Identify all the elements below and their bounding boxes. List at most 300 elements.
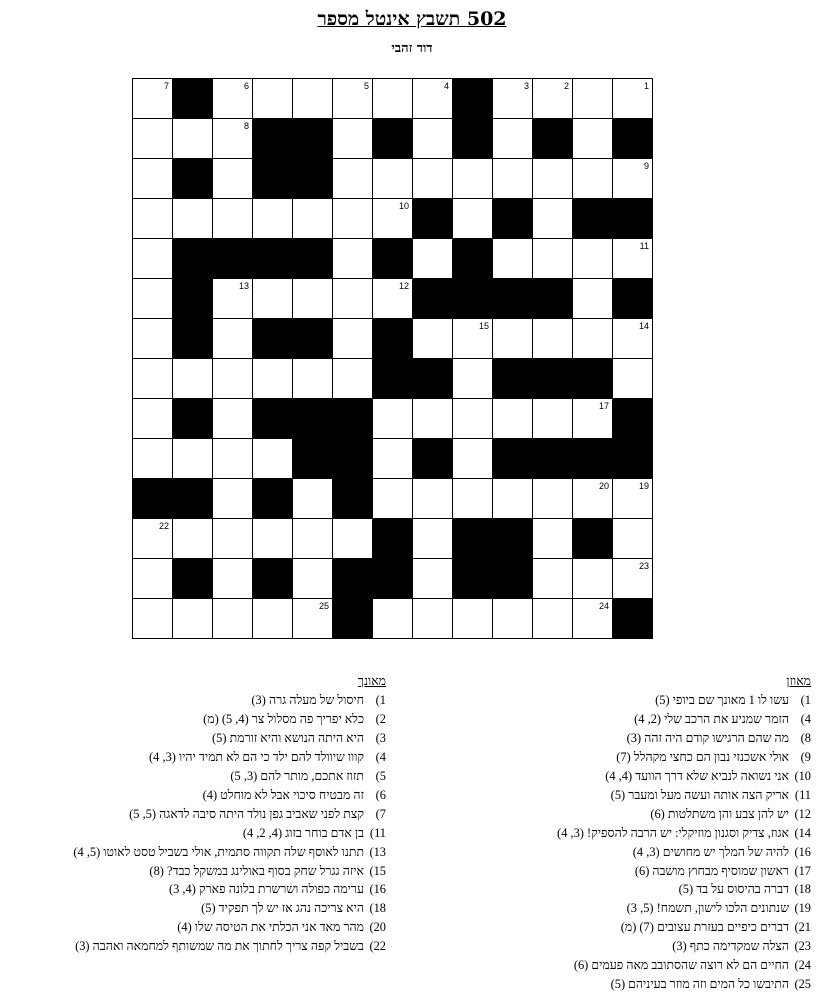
grid-cell[interactable] xyxy=(293,199,333,239)
grid-cell[interactable] xyxy=(293,599,333,639)
clue-item-text: היא היתה הנושא והיא זורמת (5) xyxy=(212,730,364,745)
black-cell xyxy=(333,559,373,599)
grid-cell[interactable] xyxy=(613,319,653,359)
grid-cell[interactable] xyxy=(173,519,213,559)
clue-item-text: להיה של המלך יש מחושים (3, 4) xyxy=(632,844,789,859)
grid-cell[interactable] xyxy=(613,559,653,599)
grid-cell[interactable] xyxy=(413,239,453,279)
grid-cell[interactable] xyxy=(293,479,333,519)
grid-row xyxy=(133,599,653,639)
clue-item-number: 10) xyxy=(794,768,811,783)
black-cell xyxy=(533,359,573,399)
black-cell xyxy=(373,319,413,359)
black-cell xyxy=(373,359,413,399)
grid-cell[interactable] xyxy=(213,519,253,559)
grid-cell[interactable] xyxy=(333,279,373,319)
grid-cell[interactable] xyxy=(213,199,253,239)
black-cell xyxy=(453,559,493,599)
clue-item-number: 5) xyxy=(375,768,386,783)
grid-cell[interactable] xyxy=(133,119,173,159)
grid-row xyxy=(133,319,653,359)
grid-cell[interactable] xyxy=(533,239,573,279)
grid-cell[interactable] xyxy=(333,319,373,359)
grid-cell[interactable] xyxy=(613,79,653,119)
clue-number: 10 xyxy=(398,201,409,211)
clue-item xyxy=(6,710,386,729)
black-cell xyxy=(333,439,373,479)
grid-cell[interactable] xyxy=(453,359,493,399)
clue-item xyxy=(471,710,811,729)
grid-cell[interactable] xyxy=(533,159,573,199)
black-cell xyxy=(253,399,293,439)
grid-cell[interactable] xyxy=(213,159,253,199)
clue-item-text: ערימה כפולה ושרשרת בלונה פארק (4, 3) xyxy=(168,882,364,897)
clue-number: 22 xyxy=(158,521,169,531)
grid-cell[interactable] xyxy=(253,279,293,319)
grid-cell[interactable] xyxy=(373,79,413,119)
clue-number: 14 xyxy=(638,321,649,331)
clue-item-text: כלא יפריך פה מסלול צר (4, 5) (מ) xyxy=(203,711,364,726)
grid-cell[interactable] xyxy=(333,359,373,399)
clue-number: 6 xyxy=(243,81,249,91)
clue-item-text: הצלה שמקדימה כתף (3) xyxy=(672,939,789,954)
grid-cell[interactable] xyxy=(373,599,413,639)
grid-cell[interactable] xyxy=(493,119,533,159)
clue-item-number: 21) xyxy=(794,920,811,935)
black-cell xyxy=(613,279,653,319)
grid-cell[interactable] xyxy=(293,559,333,599)
clue-number: 19 xyxy=(638,481,649,491)
black-cell xyxy=(413,359,453,399)
black-cell xyxy=(493,519,533,559)
grid-cell[interactable] xyxy=(173,439,213,479)
black-cell xyxy=(253,239,293,279)
grid-cell[interactable] xyxy=(573,159,613,199)
clue-number: 4 xyxy=(443,81,449,91)
clue-number: 11 xyxy=(639,241,649,251)
black-cell xyxy=(293,159,333,199)
clue-item-number: 15) xyxy=(369,863,386,878)
grid-cell[interactable] xyxy=(213,79,253,119)
grid-cell[interactable] xyxy=(413,519,453,559)
grid-cell[interactable] xyxy=(573,279,613,319)
clue-number: 24 xyxy=(598,601,609,611)
clue-item-text: אריק הצה אותה ועשה מעל ומעבר (5) xyxy=(610,787,789,802)
black-cell xyxy=(293,119,333,159)
clue-item-number: 12) xyxy=(794,806,811,821)
grid-cell[interactable] xyxy=(493,599,533,639)
grid-cell[interactable] xyxy=(213,119,253,159)
grid-cell[interactable] xyxy=(333,159,373,199)
grid-cell[interactable] xyxy=(213,399,253,439)
clue-item xyxy=(6,862,386,881)
clue-item-text: החיים הם לא רוצה שהסתובב מאה פעמים (6) xyxy=(573,958,789,973)
clue-item-number: 1) xyxy=(800,692,811,707)
black-cell xyxy=(533,119,573,159)
clue-item-number: 24) xyxy=(794,958,811,973)
clue-item-number: 20) xyxy=(369,920,386,935)
grid-cell[interactable] xyxy=(213,479,253,519)
clue-item-text: דברים כיפיים בעזרת עצובים (7) (מ) xyxy=(620,920,789,935)
grid-cell[interactable] xyxy=(173,599,213,639)
grid-cell[interactable] xyxy=(173,359,213,399)
clue-item-number: 22) xyxy=(369,939,386,954)
grid-row xyxy=(133,79,653,119)
grid-cell[interactable] xyxy=(453,199,493,239)
grid-cell[interactable] xyxy=(493,159,533,199)
grid-cell[interactable] xyxy=(213,559,253,599)
grid-cell[interactable] xyxy=(133,199,173,239)
clue-item xyxy=(471,748,811,767)
grid-row xyxy=(133,359,653,399)
grid-cell[interactable] xyxy=(413,159,453,199)
grid-cell[interactable] xyxy=(413,119,453,159)
black-cell xyxy=(533,279,573,319)
black-cell xyxy=(453,119,493,159)
down-clues xyxy=(6,672,386,956)
black-cell xyxy=(173,559,213,599)
black-cell xyxy=(453,239,493,279)
grid-cell[interactable] xyxy=(133,519,173,559)
grid-cell[interactable] xyxy=(293,359,333,399)
black-cell xyxy=(573,519,613,559)
grid-cell[interactable] xyxy=(333,119,373,159)
black-cell xyxy=(293,239,333,279)
clue-number: 18 xyxy=(318,441,329,451)
clue-number: 7 xyxy=(163,81,169,91)
grid-cell[interactable] xyxy=(133,439,173,479)
clue-item xyxy=(6,843,386,862)
clue-item-text: אני נשואה לנביא שלא דרך הוועד (4, 4) xyxy=(605,768,789,783)
grid-cell[interactable] xyxy=(453,319,493,359)
grid-cell[interactable] xyxy=(253,439,293,479)
black-cell xyxy=(173,239,213,279)
grid-row xyxy=(133,199,653,239)
clue-item xyxy=(6,786,386,805)
grid-cell[interactable] xyxy=(613,239,653,279)
grid-cell[interactable] xyxy=(213,439,253,479)
grid-cell[interactable] xyxy=(493,319,533,359)
clue-item xyxy=(471,956,811,975)
grid-cell[interactable] xyxy=(373,439,413,479)
grid-cell[interactable] xyxy=(533,79,573,119)
clue-item-text: אולי אשכנזי נבון הם כחצי מקהלל (7) xyxy=(616,749,789,764)
grid-cell[interactable] xyxy=(133,159,173,199)
clue-item xyxy=(471,937,811,956)
black-cell xyxy=(253,559,293,599)
grid-cell[interactable] xyxy=(293,519,333,559)
grid-cell[interactable] xyxy=(573,399,613,439)
black-cell xyxy=(173,319,213,359)
clue-number: 23 xyxy=(638,561,649,571)
grid-cell[interactable] xyxy=(373,279,413,319)
puzzle-title: 502 תשבץ אינטל מספר xyxy=(317,8,507,30)
grid-cell[interactable] xyxy=(333,199,373,239)
black-cell xyxy=(373,519,413,559)
grid-row xyxy=(133,399,653,439)
clue-number: 16 xyxy=(398,361,409,371)
clue-item-number: 4) xyxy=(375,749,386,764)
clue-number: 8 xyxy=(243,121,249,131)
black-cell xyxy=(253,159,293,199)
black-cell xyxy=(293,439,333,479)
clue-item xyxy=(6,767,386,786)
clue-item xyxy=(471,691,811,710)
clue-item-text: היא צריכה נהג אז יש לך תפקיד (5) xyxy=(201,901,364,916)
black-cell xyxy=(133,479,173,519)
black-cell xyxy=(413,279,453,319)
clue-item xyxy=(471,767,811,786)
black-cell xyxy=(453,79,493,119)
grid-cell[interactable] xyxy=(413,319,453,359)
grid-cell[interactable] xyxy=(253,359,293,399)
clue-item-text: איזה גגרל שחק בסוף באולינג במשקל כבד? (8) xyxy=(149,863,364,878)
clue-item-text: יש להן צבע והן משתלטות (6) xyxy=(650,806,789,821)
grid-cell[interactable] xyxy=(493,479,533,519)
across-clues xyxy=(471,672,811,994)
grid-cell[interactable] xyxy=(133,399,173,439)
grid-cell[interactable] xyxy=(133,79,173,119)
black-cell xyxy=(293,319,333,359)
grid-cell[interactable] xyxy=(493,399,533,439)
clue-number: 1 xyxy=(643,81,649,91)
clue-item xyxy=(471,880,811,899)
clue-item-text: בשביל קפה צריך לחתוך את מה שמשותף למחמאה ואהבה (3) xyxy=(75,939,364,954)
grid-cell[interactable] xyxy=(613,479,653,519)
clue-item-text: הזמר שמניע את הרכב שלי (2, 4) xyxy=(634,711,789,726)
grid-cell[interactable] xyxy=(533,479,573,519)
crossword-grid xyxy=(132,78,653,639)
black-cell xyxy=(253,319,293,359)
grid-cell[interactable] xyxy=(413,79,453,119)
clue-item-number: 7) xyxy=(375,806,386,821)
black-cell xyxy=(173,279,213,319)
black-cell xyxy=(413,199,453,239)
black-cell xyxy=(493,359,533,399)
grid-cell[interactable] xyxy=(213,599,253,639)
clue-number: 15 xyxy=(478,321,489,331)
clue-item-text: שנתונים הלכו לישון, תשמח! (5, 3) xyxy=(626,901,789,916)
clue-item-text: קצת לפני שאביב גפן נולד היתה סיבה לדאגה (5, 5) xyxy=(129,806,364,821)
grid-cell[interactable] xyxy=(573,239,613,279)
clue-item-number: 16) xyxy=(794,844,811,859)
grid-row xyxy=(133,439,653,479)
grid-cell[interactable] xyxy=(413,399,453,439)
black-cell xyxy=(613,599,653,639)
grid-cell[interactable] xyxy=(173,119,213,159)
black-cell xyxy=(573,359,613,399)
clue-item xyxy=(471,824,811,843)
grid-cell[interactable] xyxy=(213,279,253,319)
grid-cell[interactable] xyxy=(573,559,613,599)
clue-item-number: 4) xyxy=(800,711,811,726)
grid-cell[interactable] xyxy=(413,599,453,639)
grid-cell[interactable] xyxy=(373,199,413,239)
grid-cell[interactable] xyxy=(133,599,173,639)
grid-cell[interactable] xyxy=(533,599,573,639)
clue-number: 5 xyxy=(363,81,369,91)
black-cell xyxy=(293,399,333,439)
grid-cell[interactable] xyxy=(613,159,653,199)
black-cell xyxy=(333,599,373,639)
clue-item xyxy=(6,918,386,937)
grid-cell[interactable] xyxy=(133,359,173,399)
black-cell xyxy=(413,439,453,479)
grid-cell[interactable] xyxy=(333,79,373,119)
grid-cell[interactable] xyxy=(573,79,613,119)
clue-item xyxy=(471,729,811,748)
across-heading: מאוזן xyxy=(786,674,811,688)
grid-cell[interactable] xyxy=(533,199,573,239)
grid-row xyxy=(133,519,653,559)
grid-cell[interactable] xyxy=(253,519,293,559)
clue-item-text: מהר מאד אני הכלתי את הטיסה שלו (4) xyxy=(177,920,364,935)
clue-number: 20 xyxy=(598,481,609,491)
clue-item-text: התיבשו כל המים וזה מוזר בעיניהם (5) xyxy=(610,977,789,992)
grid-cell[interactable] xyxy=(133,279,173,319)
grid-row xyxy=(133,479,653,519)
grid-cell[interactable] xyxy=(573,479,613,519)
grid-cell[interactable] xyxy=(293,279,333,319)
clue-item xyxy=(471,918,811,937)
down-heading: מאונך xyxy=(357,674,386,688)
grid-cell[interactable] xyxy=(213,359,253,399)
black-cell xyxy=(173,399,213,439)
clue-item xyxy=(6,805,386,824)
grid-cell[interactable] xyxy=(453,599,493,639)
clue-item-number: 14) xyxy=(794,825,811,840)
clue-number: 21 xyxy=(398,521,409,531)
grid-row xyxy=(133,159,653,199)
clue-number: 3 xyxy=(523,81,529,91)
grid-cell[interactable] xyxy=(573,599,613,639)
grid-cell[interactable] xyxy=(573,319,613,359)
grid-cell[interactable] xyxy=(133,319,173,359)
black-cell xyxy=(453,519,493,559)
grid-cell[interactable] xyxy=(493,79,533,119)
clue-item-number: 1) xyxy=(375,692,386,707)
clue-item xyxy=(6,899,386,918)
grid-cell[interactable] xyxy=(613,359,653,399)
grid-cell[interactable] xyxy=(453,159,493,199)
grid-cell[interactable] xyxy=(533,519,573,559)
clue-item xyxy=(6,748,386,767)
clue-item xyxy=(6,937,386,956)
clue-item xyxy=(6,691,386,710)
grid-cell[interactable] xyxy=(533,399,573,439)
grid-cell[interactable] xyxy=(453,479,493,519)
clue-item-number: 2) xyxy=(375,711,386,726)
grid-cell[interactable] xyxy=(133,239,173,279)
clue-item xyxy=(471,975,811,994)
clue-item-text: חיסול של מעלה גרה (3) xyxy=(251,692,364,707)
clue-item-text: מה שהם הרגישו קודם היה זהה (3) xyxy=(626,730,789,745)
grid-cell[interactable] xyxy=(573,119,613,159)
grid-cell[interactable] xyxy=(333,239,373,279)
black-cell xyxy=(493,439,533,479)
black-cell xyxy=(253,479,293,519)
black-cell xyxy=(333,399,373,439)
clue-number: 17 xyxy=(598,401,609,411)
grid-cell[interactable] xyxy=(253,199,293,239)
grid-cell[interactable] xyxy=(453,399,493,439)
black-cell xyxy=(573,199,613,239)
grid-cell[interactable] xyxy=(213,319,253,359)
grid-cell[interactable] xyxy=(533,559,573,599)
grid-cell[interactable] xyxy=(493,239,533,279)
black-cell xyxy=(613,439,653,479)
black-cell xyxy=(493,279,533,319)
grid-cell[interactable] xyxy=(413,559,453,599)
clue-number: 9 xyxy=(643,161,649,171)
clue-item xyxy=(471,805,811,824)
grid-cell[interactable] xyxy=(173,199,213,239)
black-cell xyxy=(573,439,613,479)
clue-item xyxy=(471,843,811,862)
clue-item-number: 6) xyxy=(375,787,386,802)
black-cell xyxy=(173,79,213,119)
clue-item-number: 3) xyxy=(375,730,386,745)
grid-cell[interactable] xyxy=(613,519,653,559)
black-cell xyxy=(373,119,413,159)
black-cell xyxy=(533,439,573,479)
grid-cell[interactable] xyxy=(133,559,173,599)
clue-item-text: עשו לו 1 מאונך שם ביופי (5) xyxy=(655,692,789,707)
grid-cell[interactable] xyxy=(413,479,453,519)
clue-item-text: תתנו לאוסף שלה תקווה סתמית, אולי בשביל טסט לאוטו (5, 4) xyxy=(73,844,364,859)
clue-item-number: 17) xyxy=(794,863,811,878)
black-cell xyxy=(333,479,373,519)
black-cell xyxy=(173,159,213,199)
clue-number: 2 xyxy=(563,81,569,91)
clue-item xyxy=(471,899,811,918)
black-cell xyxy=(493,559,533,599)
grid-cell[interactable] xyxy=(253,79,293,119)
clue-item-number: 19) xyxy=(794,901,811,916)
black-cell xyxy=(173,479,213,519)
clue-item xyxy=(471,786,811,805)
clue-item-number: 11) xyxy=(369,825,386,840)
grid-cell[interactable] xyxy=(253,599,293,639)
grid-cell[interactable] xyxy=(373,399,413,439)
black-cell xyxy=(453,279,493,319)
grid-cell[interactable] xyxy=(533,319,573,359)
grid-row xyxy=(133,119,653,159)
clue-item-number: 16) xyxy=(369,882,386,897)
black-cell xyxy=(373,559,413,599)
black-cell xyxy=(253,119,293,159)
grid-cell[interactable] xyxy=(333,519,373,559)
black-cell xyxy=(373,239,413,279)
clue-item xyxy=(471,862,811,881)
grid-cell[interactable] xyxy=(373,159,413,199)
grid-row xyxy=(133,239,653,279)
grid-cell[interactable] xyxy=(453,439,493,479)
clue-item-text: אגוז, צדיק וסגנון מוזיקלי: יש הרבה להספיק! (3, 4) xyxy=(557,825,789,840)
black-cell xyxy=(213,239,253,279)
clue-item-number: 23) xyxy=(794,939,811,954)
across-clue-list xyxy=(471,691,811,994)
down-clue-list xyxy=(6,691,386,956)
grid-cell[interactable] xyxy=(293,79,333,119)
grid-cell[interactable] xyxy=(373,479,413,519)
clue-number: 12 xyxy=(398,281,409,291)
clue-item xyxy=(6,880,386,899)
clue-item-text: זה מבטיח סיכוי אבל לא מוחלט (4) xyxy=(202,787,364,802)
black-cell xyxy=(613,399,653,439)
clue-item-number: 8) xyxy=(800,730,811,745)
clue-item-text: בן אדם בוחר בזוג (4, 2, 4) xyxy=(242,825,364,840)
